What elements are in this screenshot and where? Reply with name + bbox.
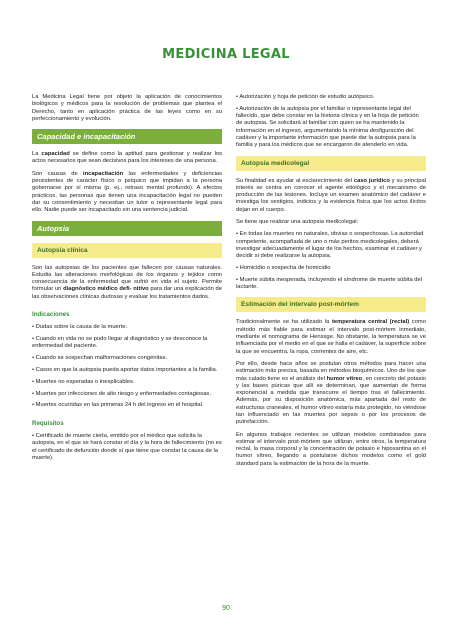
section-heading-capacidad: Capacidad e incapacitación [32,129,222,144]
list-item: • Autorización de la autopsia por el familiar o representante legal del fallecido, que debe constar en la historia clínica y en la hoja de petición de autopsia. Se solicitará al familiar con quien se ha mantenido la información en el ingreso, argumentando la mínima desfiguración del cadáver y la importante información que puede dar la autopsia para la familia y para los médicos que se encargaron de atenderlo en vida. [236,105,419,149]
incapacitacion-paragraph: Son causas de incapacitación las enfermedades y deficiencias persistentes de carácter físico o psíquico que impidan a la persona gobernarse por sí misma (p. ej., retraso mental profundo). A efectos prácticos, las personas que tienen una incapacitación legal no pueden dar su consentimiento y necesitan un tutor o representante legal para ello. Nadie puede ser incapacitado sin una sentencia judicial. [32,170,222,214]
list-item: • Muertes por infecciones de alto riesgo y enfermedades contagiosas. [32,390,211,397]
list-item: • Autorización y hoja de petición de estudio autópsico. [236,94,375,100]
subsection-heading-intervalo: Estimación del intervalo post-mórtem [236,297,426,312]
list-item: • Dudas sobre la causa de la muerte. [32,324,128,331]
section-heading-autopsia: Autopsia [32,221,222,236]
list-item: • Homicidio o sospecha de homicidio [236,265,331,272]
autopsia-clinica-paragraph: Son las autopsias de los pacientes que fallecen por causas naturales. Estudia las alteraciones morfológicas de los órganos y tejidos como consecuencia de la enfermedad que sufrió en vida el sujeto. Permite formular un diagnóstico médico defi- nitivo para dar una explicación de las observaciones clínicas dudosas y evaluar los tratamientos dados. [32,264,222,300]
list-item: • En todas las muertes no naturales, obvias o sospechosas. La autoridad competente, acompañada de uno o más peritos medicolegales, deberá investigar adecuadamente el lugar de los hechos, examinar el cadáver y decidir si debe realizarse la autopsia. [236,231,424,260]
subsection-heading-autopsia-medicolegal: Autopsia medicolegal [236,156,426,171]
requisitos-heading: Requisitos [32,419,64,427]
intervalo-paragraph-1: Tradicionalmente se ha utilizado la temperatura central (rectal) como método más fiable para estimar el intervalo post-mórtem inmediato, mediante el nomograma de Henssge. No obstante, la temperatura se ve influenciada por el medio en el que se halla el cadáver, la superficie sobre la que se encuentra, la ropa, corrientes de aire, etc. [236,319,426,355]
intervalo-paragraph-3: En algunos trabajos recientes se utilizan modelos combinados para estimar el intervalo post-mórtem que utilizan, entre otros, la temperatura rectal, la masa corporal y la concentración de potasio e hipoxantina en el humor vítreo, llegando a postularse dichos modelos como el gold standard para la estimación de la hora de la muerte. [236,431,426,467]
indicaciones-heading: Indicaciones [32,311,70,319]
list-item: • Casos en que la autopsia pueda aportar datos importantes a la familia. [32,367,218,374]
subsection-heading-autopsia-clinica: Autopsia clínica [32,243,222,258]
list-item: • Certificado de muerte cierta, emitido por el médico que solicita la autopsia, en el que se hará constar el día y la hora de fallecimiento (no es el certificado de defunción donde sí que tiene que constar la causa de la muerte). [32,433,222,461]
intervalo-paragraph-2: Por ello, desde hace años se postulan otros métodos para hacer una estimación más precisa, basada en métodos bioquímicos. Uno de los que más calado tiene es el análisis del humor vítreo, en concreto del potasio y las bases púricas que allí se determinan, que aumentan de forma exponencial a medida que transcurre el tiempo tras el fallecimiento. Además, por su disposición anatómica, más apartada del resto de estructuras craneales, el humor vítreo estaría más protegido, no viéndose tan influenciado en las muertes por sepsis o por los procesos de putrefacción. [236,360,426,426]
list-item: • Cuando se sospechan malformaciones congénitas. [32,355,168,362]
capacidad-paragraph: La capacidad se define como la aptitud para gestionar y realizar los actos necesarios que sean decisivos para los intereses de una persona. [32,151,222,165]
list-item: • Muertes no esperadas o inexplicables. [32,378,135,385]
right-column [236,94,426,473]
left-column [32,94,222,467]
list-item: • Cuando en vida no se pudo llegar al diagnóstico y se desconoce la enfermedad del paciente. [32,336,208,350]
medicolegal-paragraph: Su finalidad es ayudar al esclarecimiento del caso jurídico y su principal interés se centra en conocer el agente etiológico y el mecanismo de producción de las lesiones. Incluye un examen anatómico del cadáver e investiga los vestigios, indicios y la evidencia física que los actos ilícitos dejan en el cuerpo. [236,177,426,213]
intro-paragraph: La Medicina Legal tiene por objeto la aplicación de conocimientos biológicos y médicos para la resolución de problemas que plantea el Derecho, tanto en aplicación práctica de las leyes como en su perfeccionamiento y evolución. [32,94,222,122]
medicolegal-intro-paragraph: Se tiene que realizar una autopsia medicolegal: [236,219,359,226]
page-number: 90 [222,605,230,612]
list-item: • Muerte súbita inesperada, incluyendo el síndrome de muerte súbita del lactante. [236,276,423,291]
list-item: • Muertes ocurridas en las primeras 24 h del ingreso en el hospital. [32,402,204,409]
page-title: MEDICINA LEGAL [162,47,290,62]
